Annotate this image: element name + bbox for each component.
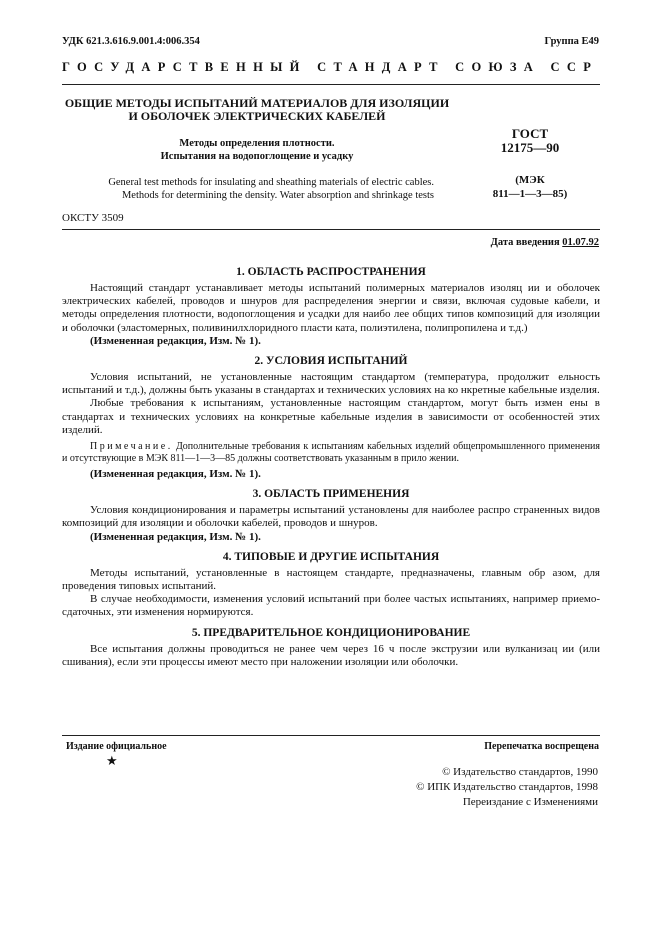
section-4-paragraph-2: В случае необходимости, изменения условий испытаний при более частых испытаниях, например приемо-сдаточных, эти изменения нормируются. bbox=[62, 593, 600, 619]
document-title bbox=[62, 97, 452, 123]
section-3 bbox=[62, 487, 600, 544]
gost-code: 12175—90 bbox=[500, 140, 560, 155]
section-1-amendment: (Измененная редакция, Изм. № 1). bbox=[90, 334, 261, 347]
reprint-notice: Перепечатка воспрещена bbox=[484, 741, 599, 752]
section-1 bbox=[62, 265, 600, 348]
intro-date-label: Дата введения bbox=[490, 237, 560, 248]
group-code: Группа Е49 bbox=[544, 36, 599, 47]
gost-label: ГОСТ bbox=[511, 126, 549, 141]
iec-reference bbox=[460, 173, 600, 201]
okstu-code: ОКСТУ 3509 bbox=[62, 212, 124, 224]
note-text: Дополнительные требования к испытаниям кабельных изделий общепромышленного применения и отсутствующие в МЭК 811—1—3—85 должны соответствовать указанным в прило жении. bbox=[62, 441, 600, 465]
intro-date bbox=[491, 237, 599, 248]
section-5-paragraph: Все испытания должны проводиться не ранее чем через 16 ч после экструзии или вулканизац ии (или сшивания), если эти процессы имеют место при наложении изоляции или оболочки. bbox=[62, 642, 600, 668]
reissue-note: Переиздание с Изменениями bbox=[462, 796, 598, 808]
iec-line-1: (МЭК bbox=[515, 174, 545, 186]
section-2 bbox=[62, 354, 600, 481]
copyright-1998: © ИПК Издательство стандартов, 1998 bbox=[416, 781, 598, 793]
header-rule bbox=[62, 84, 600, 85]
section-2-note bbox=[62, 441, 600, 465]
section-3-amendment: (Измененная редакция, Изм. № 1). bbox=[90, 530, 261, 543]
okstu-rule bbox=[62, 229, 600, 230]
note-label: Примечание. bbox=[90, 441, 173, 453]
section-2-paragraph-1: Условия испытаний, не установленные настоящим стандартом (температура, продолжит ельность испытаний и т.д.), должны быть указаны в стандартах и технических условиях на ко нкретные кабельные изделия. bbox=[62, 371, 600, 397]
section-5 bbox=[62, 626, 600, 669]
section-1-paragraph: Настоящий стандарт устанавливает методы испытаний полимерных материалов изоляц ии и оболочек электрических кабелей, проводов и шнуров для распределения энергии и связи, включая судовые кабели, и методы определения плотности, водопоглощения и усадки для наибо лее общих типов композиций для изоляции и оболочки (эластомерных, поливинилхлоридного пласти ката, полиэтилена, полипропилена и т.д.) bbox=[62, 282, 600, 334]
english-title bbox=[62, 176, 434, 202]
iec-line-2: 811—1—3—85) bbox=[492, 188, 568, 200]
title-line-2: И ОБОЛОЧЕК ЭЛЕКТРИЧЕСКИХ КАБЕЛЕЙ bbox=[128, 109, 386, 123]
footer-rule bbox=[62, 735, 600, 736]
official-edition: Издание официальное bbox=[66, 741, 167, 752]
section-2-amendment: (Измененная редакция, Изм. № 1). bbox=[90, 468, 261, 481]
section-5-heading: 5. ПРЕДВАРИТЕЛЬНОЕ КОНДИЦИОНИРОВАНИЕ bbox=[191, 626, 471, 639]
document-subtitle bbox=[62, 137, 452, 163]
subtitle-line-1: Методы определения плотности. bbox=[179, 138, 335, 149]
section-4 bbox=[62, 550, 600, 620]
section-2-heading: 2. УСЛОВИЯ ИСПЫТАНИЙ bbox=[254, 355, 408, 368]
section-4-heading: 4. ТИПОВЫЕ И ДРУГИЕ ИСПЫТАНИЯ bbox=[222, 550, 440, 563]
standard-series: ГОСУДАРСТВЕННЫЙ СТАНДАРТ СОЮЗА ССР bbox=[62, 60, 599, 74]
english-title-line-1: General test methods for insulating and sheathing materials of electric cables. bbox=[108, 177, 434, 188]
section-3-paragraph: Условия кондиционирования и параметры испытаний установлены для наиболее распро страненных видов композиций для изоляции и оболочки кабелей, проводов и шнуров. bbox=[62, 504, 600, 530]
english-title-line-2: Methods for determining the density. Water absorption and shrinkage tests bbox=[121, 190, 434, 201]
section-1-heading: 1. ОБЛАСТЬ РАСПРОСТРАНЕНИЯ bbox=[236, 266, 426, 278]
copyright-1990: © Издательство стандартов, 1990 bbox=[442, 766, 598, 778]
star-icon: ★ bbox=[106, 753, 118, 768]
title-line-1: ОБЩИЕ МЕТОДЫ ИСПЫТАНИЙ МАТЕРИАЛОВ ДЛЯ ИЗОЛЯЦИИ bbox=[64, 96, 450, 110]
main-text bbox=[62, 265, 600, 675]
subtitle-line-2: Испытания на водопоглощение и усадку bbox=[160, 151, 354, 162]
udc-code: УДК 621.3.616.9.001.4:006.354 bbox=[62, 36, 200, 47]
section-2-paragraph-2: Любые требования к испытаниям, установленные настоящим стандартом, могут быть измен ены в стандартах и технических условиях на конкретные кабельные изделия в зависимости от особенностей этих изделий. bbox=[62, 397, 600, 436]
section-4-paragraph-1: Методы испытаний, установленные в настоящем стандарте, предназначены, главным обр азом, для проведения типовых испытаний. bbox=[62, 566, 600, 593]
gost-number bbox=[460, 127, 600, 155]
intro-date-value: 01.07.92 bbox=[562, 237, 599, 248]
section-3-heading: 3. ОБЛАСТЬ ПРИМЕНЕНИЯ bbox=[252, 488, 410, 501]
